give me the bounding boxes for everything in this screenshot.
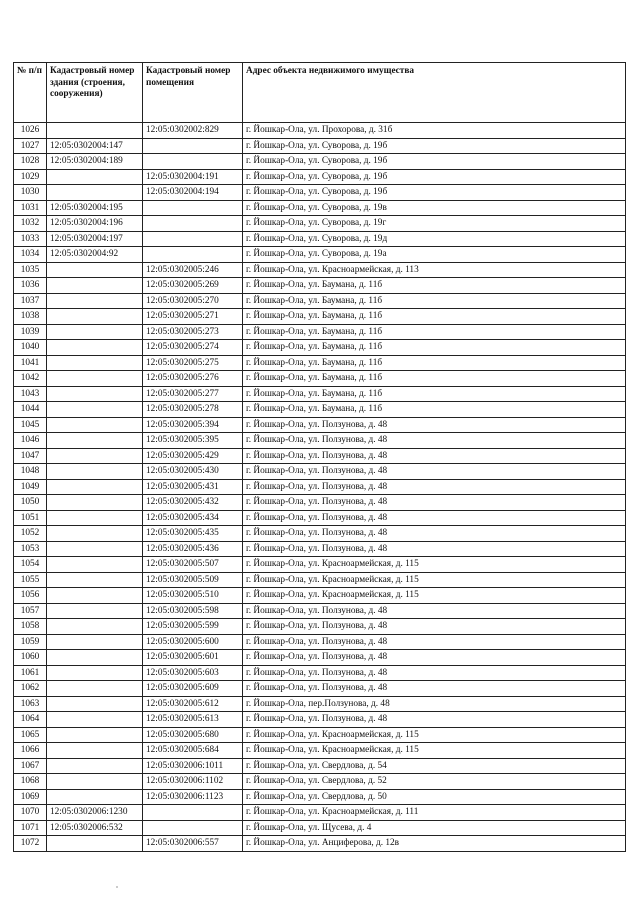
address-cell: г. Йошкар-Ола, ул. Баумана, д. 11б (243, 278, 626, 294)
building-cadastral-cell: 12:05:0302004:92 (47, 247, 143, 263)
address-cell: г. Йошкар-Ола, ул. Красноармейская, д. 115 (243, 572, 626, 588)
row-number-cell: 1072 (14, 836, 47, 852)
table-row (14, 371, 626, 387)
room-cadastral-cell: 12:05:0302006:1102 (143, 774, 243, 790)
address-cell: г. Йошкар-Ола, ул. Ползунова, д. 48 (243, 634, 626, 650)
table-row (14, 572, 626, 588)
room-cadastral-cell (143, 138, 243, 154)
row-number-cell: 1052 (14, 526, 47, 542)
row-number-cell: 1039 (14, 324, 47, 340)
building-cadastral-cell (47, 603, 143, 619)
table-row (14, 231, 626, 247)
table-row (14, 216, 626, 232)
room-cadastral-cell (143, 820, 243, 836)
row-number-cell: 1066 (14, 743, 47, 759)
table-row (14, 696, 626, 712)
header-room-cadastral: Кадастровый номер помещения (143, 63, 243, 123)
address-cell: г. Йошкар-Ола, ул. Прохорова, д. 31б (243, 123, 626, 139)
address-cell: г. Йошкар-Ола, ул. Анциферова, д. 12в (243, 836, 626, 852)
table-row (14, 324, 626, 340)
row-number-cell: 1047 (14, 448, 47, 464)
room-cadastral-cell: 12:05:0302005:271 (143, 309, 243, 325)
row-number-cell: 1059 (14, 634, 47, 650)
building-cadastral-cell: 12:05:0302006:1230 (47, 805, 143, 821)
room-cadastral-cell: 12:05:0302006:1011 (143, 758, 243, 774)
building-cadastral-cell (47, 541, 143, 557)
room-cadastral-cell: 12:05:0302005:277 (143, 386, 243, 402)
room-cadastral-cell: 12:05:0302005:432 (143, 495, 243, 511)
building-cadastral-cell (47, 743, 143, 759)
building-cadastral-cell (47, 588, 143, 604)
address-cell: г. Йошкар-Ола, ул. Красноармейская, д. 115 (243, 588, 626, 604)
table-row (14, 665, 626, 681)
table-row (14, 774, 626, 790)
address-cell: г. Йошкар-Ола, ул. Свердлова, д. 52 (243, 774, 626, 790)
address-cell: г. Йошкар-Ола, ул. Ползунова, д. 48 (243, 464, 626, 480)
table-row (14, 340, 626, 356)
row-number-cell: 1041 (14, 355, 47, 371)
building-cadastral-cell (47, 510, 143, 526)
room-cadastral-cell: 12:05:0302005:609 (143, 681, 243, 697)
row-number-cell: 1067 (14, 758, 47, 774)
row-number-cell: 1032 (14, 216, 47, 232)
row-number-cell: 1055 (14, 572, 47, 588)
room-cadastral-cell: 12:05:0302005:684 (143, 743, 243, 759)
building-cadastral-cell (47, 758, 143, 774)
room-cadastral-cell: 12:05:0302005:613 (143, 712, 243, 728)
table-row (14, 402, 626, 418)
table-row (14, 185, 626, 201)
building-cadastral-cell (47, 185, 143, 201)
address-cell: г. Йошкар-Ола, ул. Баумана, д. 11б (243, 386, 626, 402)
address-cell: г. Йошкар-Ола, ул. Баумана, д. 11б (243, 309, 626, 325)
row-number-cell: 1033 (14, 231, 47, 247)
address-cell: г. Йошкар-Ола, ул. Ползунова, д. 48 (243, 510, 626, 526)
address-cell: г. Йошкар-Ола, ул. Свердлова, д. 54 (243, 758, 626, 774)
table-row (14, 727, 626, 743)
building-cadastral-cell: 12:05:0302004:147 (47, 138, 143, 154)
row-number-cell: 1029 (14, 169, 47, 185)
table-row (14, 603, 626, 619)
row-number-cell: 1038 (14, 309, 47, 325)
building-cadastral-cell (47, 572, 143, 588)
room-cadastral-cell: 12:05:0302005:603 (143, 665, 243, 681)
row-number-cell: 1046 (14, 433, 47, 449)
row-number-cell: 1049 (14, 479, 47, 495)
table-row (14, 789, 626, 805)
address-cell: г. Йошкар-Ола, ул. Ползунова, д. 48 (243, 417, 626, 433)
address-cell: г. Йошкар-Ола, ул. Ползунова, д. 48 (243, 541, 626, 557)
room-cadastral-cell: 12:05:0302005:680 (143, 727, 243, 743)
room-cadastral-cell: 12:05:0302005:274 (143, 340, 243, 356)
address-cell: г. Йошкар-Ола, ул. Суворова, д. 19б (243, 169, 626, 185)
room-cadastral-cell: 12:05:0302005:600 (143, 634, 243, 650)
table-row (14, 619, 626, 635)
building-cadastral-cell (47, 836, 143, 852)
address-cell: г. Йошкар-Ола, ул. Баумана, д. 11б (243, 402, 626, 418)
building-cadastral-cell (47, 774, 143, 790)
property-register-table (13, 62, 626, 852)
row-number-cell: 1068 (14, 774, 47, 790)
row-number-cell: 1064 (14, 712, 47, 728)
row-number-cell: 1044 (14, 402, 47, 418)
room-cadastral-cell: 12:05:0302006:557 (143, 836, 243, 852)
room-cadastral-cell: 12:05:0302005:431 (143, 479, 243, 495)
row-number-cell: 1058 (14, 619, 47, 635)
table-row (14, 169, 626, 185)
address-cell: г. Йошкар-Ола, ул. Ползунова, д. 48 (243, 433, 626, 449)
room-cadastral-cell: 12:05:0302004:191 (143, 169, 243, 185)
room-cadastral-cell: 12:05:0302005:509 (143, 572, 243, 588)
header-building-cadastral: Кадастровый номер здания (строения, сооружения) (47, 63, 143, 123)
table-row (14, 293, 626, 309)
row-number-cell: 1034 (14, 247, 47, 263)
room-cadastral-cell: 12:05:0302005:395 (143, 433, 243, 449)
row-number-cell: 1045 (14, 417, 47, 433)
room-cadastral-cell: 12:05:0302005:278 (143, 402, 243, 418)
row-number-cell: 1053 (14, 541, 47, 557)
address-cell: г. Йошкар-Ола, ул. Ползунова, д. 48 (243, 681, 626, 697)
address-cell: г. Йошкар-Ола, ул. Суворова, д. 19б (243, 185, 626, 201)
address-cell: г. Йошкар-Ола, ул. Баумана, д. 11б (243, 355, 626, 371)
room-cadastral-cell: 12:05:0302005:269 (143, 278, 243, 294)
table-row (14, 836, 626, 852)
room-cadastral-cell: 12:05:0302005:276 (143, 371, 243, 387)
table-row (14, 634, 626, 650)
building-cadastral-cell (47, 402, 143, 418)
building-cadastral-cell (47, 371, 143, 387)
row-number-cell: 1061 (14, 665, 47, 681)
table-row (14, 200, 626, 216)
table-row (14, 386, 626, 402)
row-number-cell: 1069 (14, 789, 47, 805)
address-cell: г. Йошкар-Ола, ул. Баумана, д. 11б (243, 324, 626, 340)
table-row (14, 448, 626, 464)
address-cell: г. Йошкар-Ола, ул. Суворова, д. 19в (243, 200, 626, 216)
room-cadastral-cell: 12:05:0302005:601 (143, 650, 243, 666)
address-cell: г. Йошкар-Ола, ул. Ползунова, д. 48 (243, 448, 626, 464)
address-cell: г. Йошкар-Ола, ул. Красноармейская, д. 111 (243, 805, 626, 821)
address-cell: г. Йошкар-Ола, ул. Ползунова, д. 48 (243, 712, 626, 728)
building-cadastral-cell (47, 309, 143, 325)
address-cell: г. Йошкар-Ола, ул. Ползунова, д. 48 (243, 526, 626, 542)
building-cadastral-cell: 12:05:0302004:197 (47, 231, 143, 247)
address-cell: г. Йошкар-Ола, ул. Ползунова, д. 48 (243, 495, 626, 511)
table-row (14, 526, 626, 542)
table-row (14, 138, 626, 154)
building-cadastral-cell (47, 495, 143, 511)
building-cadastral-cell (47, 526, 143, 542)
building-cadastral-cell (47, 712, 143, 728)
address-cell: г. Йошкар-Ола, ул. Суворова, д. 19г (243, 216, 626, 232)
table-row (14, 588, 626, 604)
address-cell: г. Йошкар-Ола, ул. Ползунова, д. 48 (243, 603, 626, 619)
address-cell: г. Йошкар-Ола, ул. Ползунова, д. 48 (243, 479, 626, 495)
row-number-cell: 1043 (14, 386, 47, 402)
room-cadastral-cell (143, 200, 243, 216)
room-cadastral-cell (143, 247, 243, 263)
row-number-cell: 1054 (14, 557, 47, 573)
building-cadastral-cell (47, 696, 143, 712)
room-cadastral-cell: 12:05:0302005:430 (143, 464, 243, 480)
room-cadastral-cell (143, 154, 243, 170)
building-cadastral-cell (47, 293, 143, 309)
table-row (14, 681, 626, 697)
room-cadastral-cell: 12:05:0302004:194 (143, 185, 243, 201)
building-cadastral-cell (47, 324, 143, 340)
building-cadastral-cell (47, 355, 143, 371)
header-address: Адрес объекта недвижимого имущества (243, 63, 626, 123)
address-cell: г. Йошкар-Ола, ул. Свердлова, д. 50 (243, 789, 626, 805)
address-cell: г. Йошкар-Ола, ул. Щусева, д. 4 (243, 820, 626, 836)
table-row (14, 262, 626, 278)
row-number-cell: 1028 (14, 154, 47, 170)
row-number-cell: 1037 (14, 293, 47, 309)
building-cadastral-cell (47, 417, 143, 433)
building-cadastral-cell (47, 619, 143, 635)
building-cadastral-cell (47, 464, 143, 480)
building-cadastral-cell (47, 479, 143, 495)
row-number-cell: 1048 (14, 464, 47, 480)
building-cadastral-cell (47, 169, 143, 185)
table-row (14, 464, 626, 480)
row-number-cell: 1036 (14, 278, 47, 294)
scan-speck (116, 886, 118, 888)
row-number-cell: 1070 (14, 805, 47, 821)
row-number-cell: 1057 (14, 603, 47, 619)
room-cadastral-cell (143, 805, 243, 821)
row-number-cell: 1027 (14, 138, 47, 154)
room-cadastral-cell: 12:05:0302005:429 (143, 448, 243, 464)
room-cadastral-cell: 12:05:0302006:1123 (143, 789, 243, 805)
table-row (14, 278, 626, 294)
table-row (14, 123, 626, 139)
row-number-cell: 1035 (14, 262, 47, 278)
table-row (14, 417, 626, 433)
room-cadastral-cell: 12:05:0302005:394 (143, 417, 243, 433)
table-row (14, 805, 626, 821)
building-cadastral-cell (47, 789, 143, 805)
building-cadastral-cell: 12:05:0302006:532 (47, 820, 143, 836)
address-cell: г. Йошкар-Ола, ул. Суворова, д. 19д (243, 231, 626, 247)
address-cell: г. Йошкар-Ола, ул. Красноармейская, д. 115 (243, 727, 626, 743)
table-row (14, 650, 626, 666)
table-row (14, 820, 626, 836)
room-cadastral-cell: 12:05:0302005:598 (143, 603, 243, 619)
address-cell: г. Йошкар-Ола, ул. Суворова, д. 19б (243, 154, 626, 170)
row-number-cell: 1051 (14, 510, 47, 526)
room-cadastral-cell: 12:05:0302005:434 (143, 510, 243, 526)
table-row (14, 557, 626, 573)
table-row (14, 309, 626, 325)
table-row (14, 510, 626, 526)
row-number-cell: 1030 (14, 185, 47, 201)
room-cadastral-cell (143, 231, 243, 247)
room-cadastral-cell: 12:05:0302005:273 (143, 324, 243, 340)
row-number-cell: 1040 (14, 340, 47, 356)
address-cell: г. Йошкар-Ола, ул. Баумана, д. 11б (243, 340, 626, 356)
row-number-cell: 1062 (14, 681, 47, 697)
row-number-cell: 1050 (14, 495, 47, 511)
address-cell: г. Йошкар-Ола, ул. Суворова, д. 19а (243, 247, 626, 263)
table-row (14, 355, 626, 371)
building-cadastral-cell (47, 650, 143, 666)
room-cadastral-cell: 12:05:0302005:599 (143, 619, 243, 635)
header-number: № п/п (14, 63, 47, 123)
room-cadastral-cell: 12:05:0302005:510 (143, 588, 243, 604)
building-cadastral-cell (47, 340, 143, 356)
row-number-cell: 1065 (14, 727, 47, 743)
building-cadastral-cell (47, 123, 143, 139)
row-number-cell: 1042 (14, 371, 47, 387)
address-cell: г. Йошкар-Ола, пер.Ползунова, д. 48 (243, 696, 626, 712)
row-number-cell: 1063 (14, 696, 47, 712)
building-cadastral-cell (47, 262, 143, 278)
table-body (14, 123, 626, 852)
room-cadastral-cell: 12:05:0302005:612 (143, 696, 243, 712)
building-cadastral-cell: 12:05:0302004:196 (47, 216, 143, 232)
building-cadastral-cell (47, 681, 143, 697)
address-cell: г. Йошкар-Ола, ул. Баумана, д. 11б (243, 293, 626, 309)
address-cell: г. Йошкар-Ола, ул. Красноармейская, д. 113 (243, 262, 626, 278)
address-cell: г. Йошкар-Ола, ул. Красноармейская, д. 115 (243, 557, 626, 573)
address-cell: г. Йошкар-Ола, ул. Суворова, д. 19б (243, 138, 626, 154)
address-cell: г. Йошкар-Ола, ул. Ползунова, д. 48 (243, 665, 626, 681)
building-cadastral-cell (47, 634, 143, 650)
row-number-cell: 1026 (14, 123, 47, 139)
table-row (14, 247, 626, 263)
address-cell: г. Йошкар-Ола, ул. Ползунова, д. 48 (243, 619, 626, 635)
row-number-cell: 1060 (14, 650, 47, 666)
address-cell: г. Йошкар-Ола, ул. Баумана, д. 11б (243, 371, 626, 387)
row-number-cell: 1071 (14, 820, 47, 836)
table-row (14, 743, 626, 759)
table-row (14, 495, 626, 511)
header-row (14, 63, 626, 123)
room-cadastral-cell: 12:05:0302002:829 (143, 123, 243, 139)
address-cell: г. Йошкар-Ола, ул. Ползунова, д. 48 (243, 650, 626, 666)
table-row (14, 758, 626, 774)
room-cadastral-cell: 12:05:0302005:436 (143, 541, 243, 557)
row-number-cell: 1031 (14, 200, 47, 216)
room-cadastral-cell (143, 216, 243, 232)
building-cadastral-cell (47, 278, 143, 294)
address-cell: г. Йошкар-Ола, ул. Красноармейская, д. 115 (243, 743, 626, 759)
building-cadastral-cell (47, 557, 143, 573)
building-cadastral-cell (47, 433, 143, 449)
building-cadastral-cell (47, 727, 143, 743)
building-cadastral-cell: 12:05:0302004:189 (47, 154, 143, 170)
building-cadastral-cell (47, 665, 143, 681)
table-row (14, 433, 626, 449)
room-cadastral-cell: 12:05:0302005:270 (143, 293, 243, 309)
room-cadastral-cell: 12:05:0302005:275 (143, 355, 243, 371)
table-row (14, 479, 626, 495)
building-cadastral-cell: 12:05:0302004:195 (47, 200, 143, 216)
table-row (14, 712, 626, 728)
table-row (14, 541, 626, 557)
building-cadastral-cell (47, 448, 143, 464)
building-cadastral-cell (47, 386, 143, 402)
room-cadastral-cell: 12:05:0302005:507 (143, 557, 243, 573)
room-cadastral-cell: 12:05:0302005:435 (143, 526, 243, 542)
row-number-cell: 1056 (14, 588, 47, 604)
room-cadastral-cell: 12:05:0302005:246 (143, 262, 243, 278)
table-row (14, 154, 626, 170)
